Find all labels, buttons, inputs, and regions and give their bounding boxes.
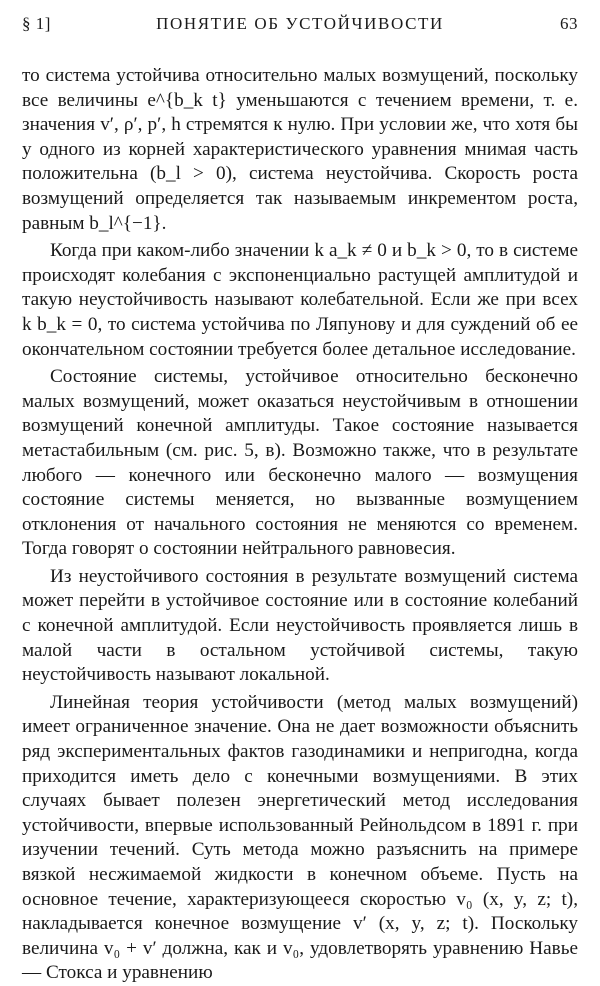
running-title: ПОНЯТИЕ ОБ УСТОЙЧИВОСТИ [156,14,444,33]
paragraph: Линейная теория устойчивости (метод малых возмущений) имеет ограниченное значение. Она не дает возможности объяснить ряд экспериментальных фактов газодинамики и непригодна, когда приходится иметь дело с конечными возмущениями. В этих случаях бывает полезен энергетический метод исследования устойчивости, впервые использованный Рейнольдсом в 1891 г. при изучении течений. Суть метода можно разъяснить на примере вязкой несжимаемой жидкости в конечном объеме. Пусть на основное течение, характеризующееся скоростью v₀ (x, y, z; t), накладывается конечное возмущение v′ (x, y, z; t). Поскольку величина v₀ + v′ должна, как и v₀, удовлетворять уравнению Навье — Стокса и уравнению [22,691,578,984]
section-mark: § 1] [22,14,51,33]
paragraph: Когда при каком-либо значении k a_k ≠ 0 и b_k > 0, то в системе происходят колебания с экспоненциально растущей амплитудой и такую неустойчивость называют колебательной. Если же при всех k b_k = 0, то система устойчива по Ляпунову и для суждений об ее окончательном состоянии требуется более детальное исследование. [22,240,578,360]
paragraph: то система устойчива относительно малых возмущений, поскольку все величины e^{b_k t} уменьшаются с течением времени, т. е. значения v′, ρ′, p′, h стремятся к нулю. При условии же, что хотя бы у одного из корней характеристического уравнения мнимая часть положительна (b_l > 0), система неустойчива. Скорость роста возмущений определяется так называемым инкрементом роста, равным b_l^{−1}. [22,65,578,234]
body-text [22,64,578,986]
running-header [22,14,578,40]
paragraph: Из неустойчивого состояния в результате возмущений система может перейти в устойчивое состояние или в состояние колебаний с конечной амплитудой. Если неустойчивость проявляется лишь в малой части в остальном устойчивой системы, такую неустойчивость называют локальной. [22,565,578,686]
paragraph: Состояние системы, устойчивое относительно бесконечно малых возмущений, может оказаться неустойчивым в отношении возмущений конечной амплитуды. Такое состояние называется метастабильным (см. рис. 5, в). Возможно также, что в результате любого — конечного или бесконечно малого — возмущения состояние системы меняется, но вызванные возмущением отклонения от начального состояния не меняются со временем. Тогда говорят о состоянии нейтрального равновесия. [22,366,578,560]
page-number: 63 [560,14,578,33]
